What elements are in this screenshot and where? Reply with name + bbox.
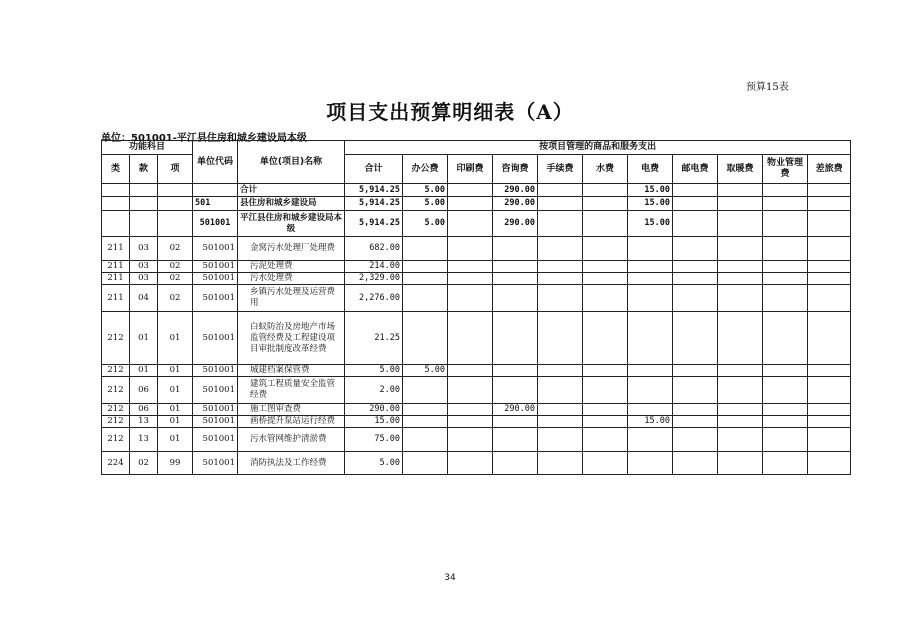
fee-cell: [538, 377, 583, 404]
consult-cell: [493, 416, 538, 428]
kuan-cell: 13: [130, 416, 158, 428]
xiang-cell: 02: [158, 261, 193, 273]
col-header-consult: 咨询费: [493, 155, 538, 184]
total-cell: 5,914.25: [345, 197, 403, 211]
unit-name-cell: 白蚁防治及房地产市场监管经费及工程建设项目审批制度改革经费: [238, 312, 345, 365]
water-cell: [583, 197, 628, 211]
heat-cell: [718, 452, 763, 475]
property-cell: [763, 416, 808, 428]
unit-code-cell: 501001: [193, 312, 238, 365]
heat-cell: [718, 404, 763, 416]
travel-cell: [808, 285, 851, 312]
property-cell: [763, 377, 808, 404]
unit-code-cell: [193, 184, 238, 197]
col-header-heat: 取暖费: [718, 155, 763, 184]
table-row: [102, 312, 851, 365]
col-header-office: 办公费: [403, 155, 448, 184]
lei-cell: 211: [102, 261, 130, 273]
office-cell: [403, 273, 448, 285]
total-cell: 15.00: [345, 416, 403, 428]
total-cell: 21.25: [345, 312, 403, 365]
property-cell: [763, 404, 808, 416]
power-cell: [628, 237, 673, 261]
lei-cell: 212: [102, 365, 130, 377]
power-cell: [628, 452, 673, 475]
heat-cell: [718, 184, 763, 197]
unit-name-cell: 污水处理费: [238, 273, 345, 285]
col-header-print: 印刷费: [448, 155, 493, 184]
kuan-cell: 13: [130, 428, 158, 452]
heat-cell: [718, 285, 763, 312]
total-cell: 290.00: [345, 404, 403, 416]
col-header-property: 物业管理费: [763, 155, 808, 184]
water-cell: [583, 428, 628, 452]
xiang-cell: 01: [158, 428, 193, 452]
post-cell: [673, 416, 718, 428]
property-cell: [763, 184, 808, 197]
unit-name-cell: 乡镇污水处理及运营费用: [238, 285, 345, 312]
summary-row: [102, 211, 851, 237]
fee-cell: [538, 184, 583, 197]
property-cell: [763, 428, 808, 452]
table-row: [102, 285, 851, 312]
unit-code-cell: 501001: [193, 273, 238, 285]
fee-cell: [538, 404, 583, 416]
fee-cell: [538, 211, 583, 237]
unit-name-cell: 污水管网维护清淤费: [238, 428, 345, 452]
travel-cell: [808, 312, 851, 365]
header-row-1: [102, 141, 851, 155]
power-cell: [628, 285, 673, 312]
xiang-cell: 01: [158, 377, 193, 404]
kuan-cell: 01: [130, 365, 158, 377]
xiang-cell: 99: [158, 452, 193, 475]
post-cell: [673, 285, 718, 312]
unit-name-cell: 画桥提升泵站运行经费: [238, 416, 345, 428]
property-cell: [763, 261, 808, 273]
travel-cell: [808, 377, 851, 404]
kuan-cell: 04: [130, 285, 158, 312]
post-cell: [673, 237, 718, 261]
travel-cell: [808, 273, 851, 285]
kuan-header: 款: [130, 155, 158, 184]
col-header-power: 电费: [628, 155, 673, 184]
heat-cell: [718, 377, 763, 404]
print-cell: [448, 428, 493, 452]
post-cell: [673, 184, 718, 197]
water-cell: [583, 365, 628, 377]
travel-cell: [808, 365, 851, 377]
unit-name-cell: 建筑工程质量安全监管经费: [238, 377, 345, 404]
consult-cell: [493, 285, 538, 312]
unit-name-cell: 平江县住房和城乡建设局本级: [238, 211, 345, 237]
office-cell: [403, 312, 448, 365]
post-cell: [673, 365, 718, 377]
heat-cell: [718, 197, 763, 211]
post-cell: [673, 197, 718, 211]
power-cell: [628, 377, 673, 404]
lei-header: 类: [102, 155, 130, 184]
print-cell: [448, 416, 493, 428]
lei-cell: 212: [102, 377, 130, 404]
office-cell: [403, 237, 448, 261]
consult-cell: [493, 452, 538, 475]
heat-cell: [718, 312, 763, 365]
unit-code-cell: 501001: [193, 452, 238, 475]
func-group-header: 功能科目: [102, 141, 193, 155]
heat-cell: [718, 365, 763, 377]
table-row: [102, 273, 851, 285]
water-cell: [583, 237, 628, 261]
office-cell: 5.00: [403, 365, 448, 377]
fee-cell: [538, 273, 583, 285]
fee-cell: [538, 285, 583, 312]
unit-code-cell: 501001: [193, 261, 238, 273]
fee-cell: [538, 261, 583, 273]
power-cell: 15.00: [628, 197, 673, 211]
travel-cell: [808, 197, 851, 211]
print-cell: [448, 285, 493, 312]
water-cell: [583, 184, 628, 197]
table-row: [102, 237, 851, 261]
xiang-cell: 02: [158, 237, 193, 261]
water-cell: [583, 377, 628, 404]
unit-name-cell: 合计: [238, 184, 345, 197]
print-cell: [448, 211, 493, 237]
heat-cell: [718, 211, 763, 237]
office-cell: [403, 285, 448, 312]
office-cell: 5.00: [403, 184, 448, 197]
col-header-total: 合计: [345, 155, 403, 184]
total-cell: 75.00: [345, 428, 403, 452]
office-cell: [403, 404, 448, 416]
travel-cell: [808, 452, 851, 475]
fee-cell: [538, 428, 583, 452]
consult-cell: [493, 312, 538, 365]
kuan-cell: 03: [130, 273, 158, 285]
unit-name-cell: 金窝污水处理厂处理费: [238, 237, 345, 261]
unit-code-cell: 501001: [193, 365, 238, 377]
unit-name-cell: 城建档案保管费: [238, 365, 345, 377]
page-title: 项目支出预算明细表（A）: [326, 100, 574, 124]
property-cell: [763, 237, 808, 261]
col-header-fee: 手续费: [538, 155, 583, 184]
travel-cell: [808, 237, 851, 261]
total-cell: 5.00: [345, 452, 403, 475]
power-cell: 15.00: [628, 416, 673, 428]
kuan-cell: 06: [130, 404, 158, 416]
property-cell: [763, 452, 808, 475]
unit-name-cell: 污泥处理费: [238, 261, 345, 273]
water-cell: [583, 261, 628, 273]
total-cell: 5.00: [345, 365, 403, 377]
total-cell: 2,276.00: [345, 285, 403, 312]
consult-cell: 290.00: [493, 184, 538, 197]
xiang-cell: 01: [158, 312, 193, 365]
consult-cell: [493, 377, 538, 404]
travel-cell: [808, 184, 851, 197]
table-row: [102, 404, 851, 416]
budget-table: [101, 140, 851, 475]
unit-code-cell: 501001: [193, 416, 238, 428]
property-cell: [763, 211, 808, 237]
unit-name-cell: 施工图审查费: [238, 404, 345, 416]
post-cell: [673, 377, 718, 404]
water-cell: [583, 312, 628, 365]
office-cell: 5.00: [403, 211, 448, 237]
unit-code-cell: 501001: [193, 285, 238, 312]
print-cell: [448, 404, 493, 416]
unit-code-cell: 501001: [193, 377, 238, 404]
summary-row: [102, 197, 851, 211]
office-cell: [403, 377, 448, 404]
office-cell: [403, 261, 448, 273]
consult-cell: 290.00: [493, 404, 538, 416]
unit-code-cell: 501001: [193, 237, 238, 261]
unit-code-cell: 501001: [193, 404, 238, 416]
unit-code-cell: 501001: [193, 428, 238, 452]
power-cell: [628, 404, 673, 416]
unit-code-header: 单位代码: [193, 141, 238, 184]
post-cell: [673, 312, 718, 365]
print-cell: [448, 237, 493, 261]
table-row: [102, 428, 851, 452]
total-cell: 682.00: [345, 237, 403, 261]
total-cell: 214.00: [345, 261, 403, 273]
post-cell: [673, 428, 718, 452]
unit-name-cell: 县住房和城乡建设局: [238, 197, 345, 211]
fee-cell: [538, 416, 583, 428]
travel-cell: [808, 404, 851, 416]
water-cell: [583, 211, 628, 237]
heat-cell: [718, 273, 763, 285]
page-number: 34: [444, 573, 456, 583]
post-cell: [673, 261, 718, 273]
unit-code-cell: 501001: [193, 211, 238, 237]
travel-cell: [808, 211, 851, 237]
lei-cell: 211: [102, 237, 130, 261]
property-cell: [763, 273, 808, 285]
travel-cell: [808, 428, 851, 452]
total-cell: 2.00: [345, 377, 403, 404]
unit-name-header: 单位(项目)名称: [238, 141, 345, 184]
travel-cell: [808, 416, 851, 428]
power-cell: [628, 261, 673, 273]
kuan-cell: 03: [130, 237, 158, 261]
post-cell: [673, 452, 718, 475]
consult-cell: [493, 237, 538, 261]
heat-cell: [718, 237, 763, 261]
heat-cell: [718, 416, 763, 428]
col-header-water: 水费: [583, 155, 628, 184]
power-cell: 15.00: [628, 184, 673, 197]
consult-cell: 290.00: [493, 211, 538, 237]
post-cell: [673, 273, 718, 285]
power-cell: [628, 428, 673, 452]
property-cell: [763, 285, 808, 312]
xiang-cell: 01: [158, 365, 193, 377]
lei-cell: 224: [102, 452, 130, 475]
print-cell: [448, 261, 493, 273]
unit-name-cell: 消防执法及工作经费: [238, 452, 345, 475]
xiang-cell: 02: [158, 285, 193, 312]
water-cell: [583, 416, 628, 428]
fee-cell: [538, 452, 583, 475]
power-cell: [628, 365, 673, 377]
print-cell: [448, 365, 493, 377]
fee-cell: [538, 365, 583, 377]
property-cell: [763, 365, 808, 377]
water-cell: [583, 452, 628, 475]
table-row: [102, 377, 851, 404]
property-cell: [763, 197, 808, 211]
power-cell: 15.00: [628, 211, 673, 237]
kuan-cell: 01: [130, 312, 158, 365]
print-cell: [448, 452, 493, 475]
consult-cell: [493, 428, 538, 452]
print-cell: [448, 312, 493, 365]
post-cell: [673, 404, 718, 416]
travel-cell: [808, 261, 851, 273]
table-row: [102, 365, 851, 377]
table-row: [102, 452, 851, 475]
fee-cell: [538, 312, 583, 365]
kuan-cell: 06: [130, 377, 158, 404]
lei-cell: 212: [102, 428, 130, 452]
heat-cell: [718, 261, 763, 273]
water-cell: [583, 273, 628, 285]
total-cell: 5,914.25: [345, 184, 403, 197]
fee-cell: [538, 237, 583, 261]
office-cell: [403, 428, 448, 452]
col-header-travel: 差旅费: [808, 155, 851, 184]
print-cell: [448, 184, 493, 197]
unit-code-cell: 501: [193, 197, 238, 211]
form-number: 预算15表: [746, 82, 789, 93]
lei-cell: 212: [102, 312, 130, 365]
power-cell: [628, 312, 673, 365]
lei-cell: 211: [102, 285, 130, 312]
power-cell: [628, 273, 673, 285]
consult-cell: [493, 365, 538, 377]
water-cell: [583, 404, 628, 416]
table-row: [102, 416, 851, 428]
consult-cell: 290.00: [493, 197, 538, 211]
lei-cell: 212: [102, 416, 130, 428]
office-cell: [403, 416, 448, 428]
xiang-cell: 01: [158, 416, 193, 428]
lei-cell: 211: [102, 273, 130, 285]
print-cell: [448, 377, 493, 404]
water-cell: [583, 285, 628, 312]
total-cell: 2,329.00: [345, 273, 403, 285]
summary-row: [102, 184, 851, 197]
post-cell: [673, 211, 718, 237]
col-header-post: 邮电费: [673, 155, 718, 184]
kuan-cell: 02: [130, 452, 158, 475]
total-cell: 5,914.25: [345, 211, 403, 237]
office-cell: 5.00: [403, 197, 448, 211]
detail-rows: [102, 237, 851, 475]
xiang-cell: 02: [158, 273, 193, 285]
print-cell: [448, 273, 493, 285]
lei-cell: 212: [102, 404, 130, 416]
xiang-header: 项: [158, 155, 193, 184]
kuan-cell: 03: [130, 261, 158, 273]
goods-group-header: 按项目管理的商品和服务支出: [345, 141, 851, 155]
fee-cell: [538, 197, 583, 211]
print-cell: [448, 197, 493, 211]
table-row: [102, 261, 851, 273]
office-cell: [403, 452, 448, 475]
xiang-cell: 01: [158, 404, 193, 416]
unit-label: 单位：501001-平江县住房和城乡建设局本级: [101, 133, 307, 144]
heat-cell: [718, 428, 763, 452]
consult-cell: [493, 261, 538, 273]
consult-cell: [493, 273, 538, 285]
property-cell: [763, 312, 808, 365]
